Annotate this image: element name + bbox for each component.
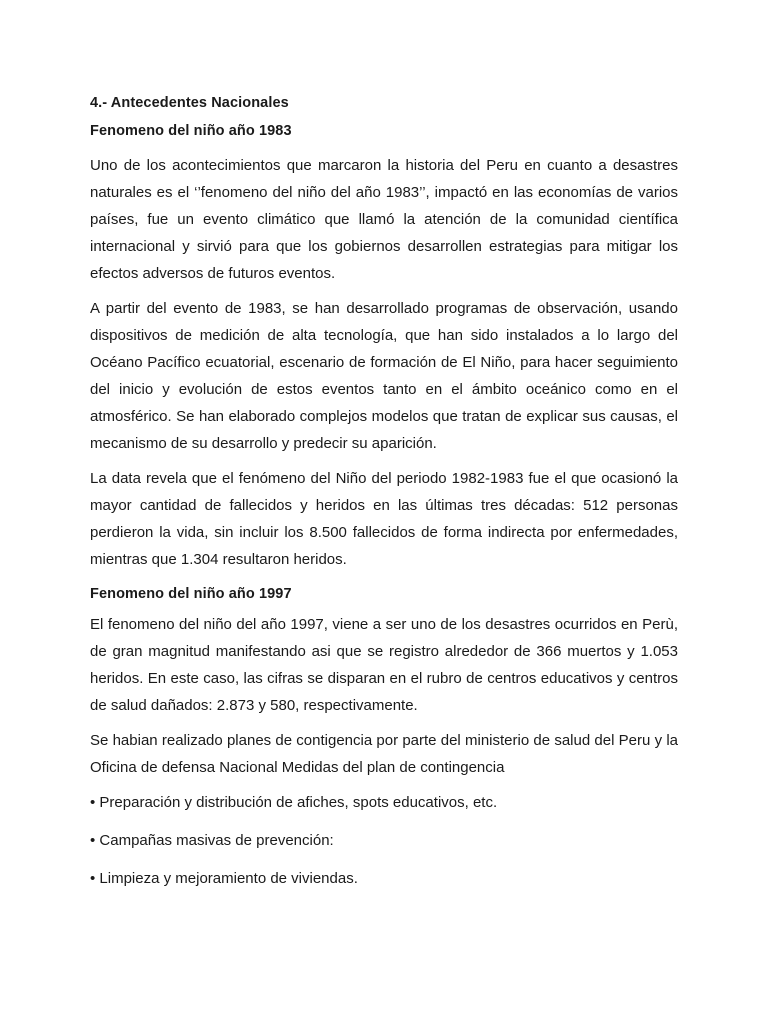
paragraph-1983-observation: A partir del evento de 1983, se han desarrollado programas de observación, usando dispositivos de medición de alta tecnología, que han sido instalados a lo largo del Océano Pacífico ecuatorial, escenario de formación de El Niño, para hacer seguimiento del inicio y evolución de estos eventos tanto en el ámbito oceánico como en el atmosférico. Se han elaborado complejos modelos que tratan de explicar sus causas, el mecanismo de su desarrollo y predecir su aparición.: [90, 300, 678, 452]
subtitle-1997: Fenomeno del niño año 1997: [90, 586, 292, 602]
document-page: [90, 90, 678, 903]
paragraph-1997-plans: Se habian realizado planes de contigencia por parte del ministerio de salud del Peru y la Oficina de defensa Nacional Medidas del plan de contingencia: [90, 732, 678, 776]
list-item: • Preparación y distribución de afiches, spots educativos, etc.: [90, 794, 498, 811]
paragraph-1983-data: La data revela que el fenómeno del Niño del periodo 1982-1983 fue el que ocasionó la mayor cantidad de fallecidos y heridos en las últimas tres décadas: 512 personas perdieron la vida, sin incluir los 8.500 fallecidos de forma indirecta por enfermedades, mientras que 1.304 resultaron heridos.: [90, 470, 678, 568]
paragraph-1997-intro: El fenomeno del niño del año 1997, viene a ser uno de los desastres ocurridos en Perù, de gran magnitud manifestando asi que se registro alrededor de 366 muertos y 1.053 heridos. En este caso, las cifras se disparan en el rubro de centros educativos y centros de salud dañados: 2.873 y 580, respectivamente.: [90, 616, 678, 714]
section-title: 4.- Antecedentes Nacionales: [90, 95, 289, 111]
list-item: • Campañas masivas de prevención:: [90, 832, 334, 849]
subtitle-1983: Fenomeno del niño año 1983: [90, 123, 292, 139]
paragraph-1983-intro: Uno de los acontecimientos que marcaron la historia del Peru en cuanto a desastres naturales es el ‘’fenomeno del niño del año 1983’’, impactó en las economías de varios países, fue un evento climático que llamó la atención de la comunidad científica internacional y sirvió para que los gobiernos desarrollen estrategias para mitigar los efectos adversos de futuros eventos.: [90, 157, 678, 282]
list-item: • Limpieza y mejoramiento de viviendas.: [90, 870, 358, 887]
